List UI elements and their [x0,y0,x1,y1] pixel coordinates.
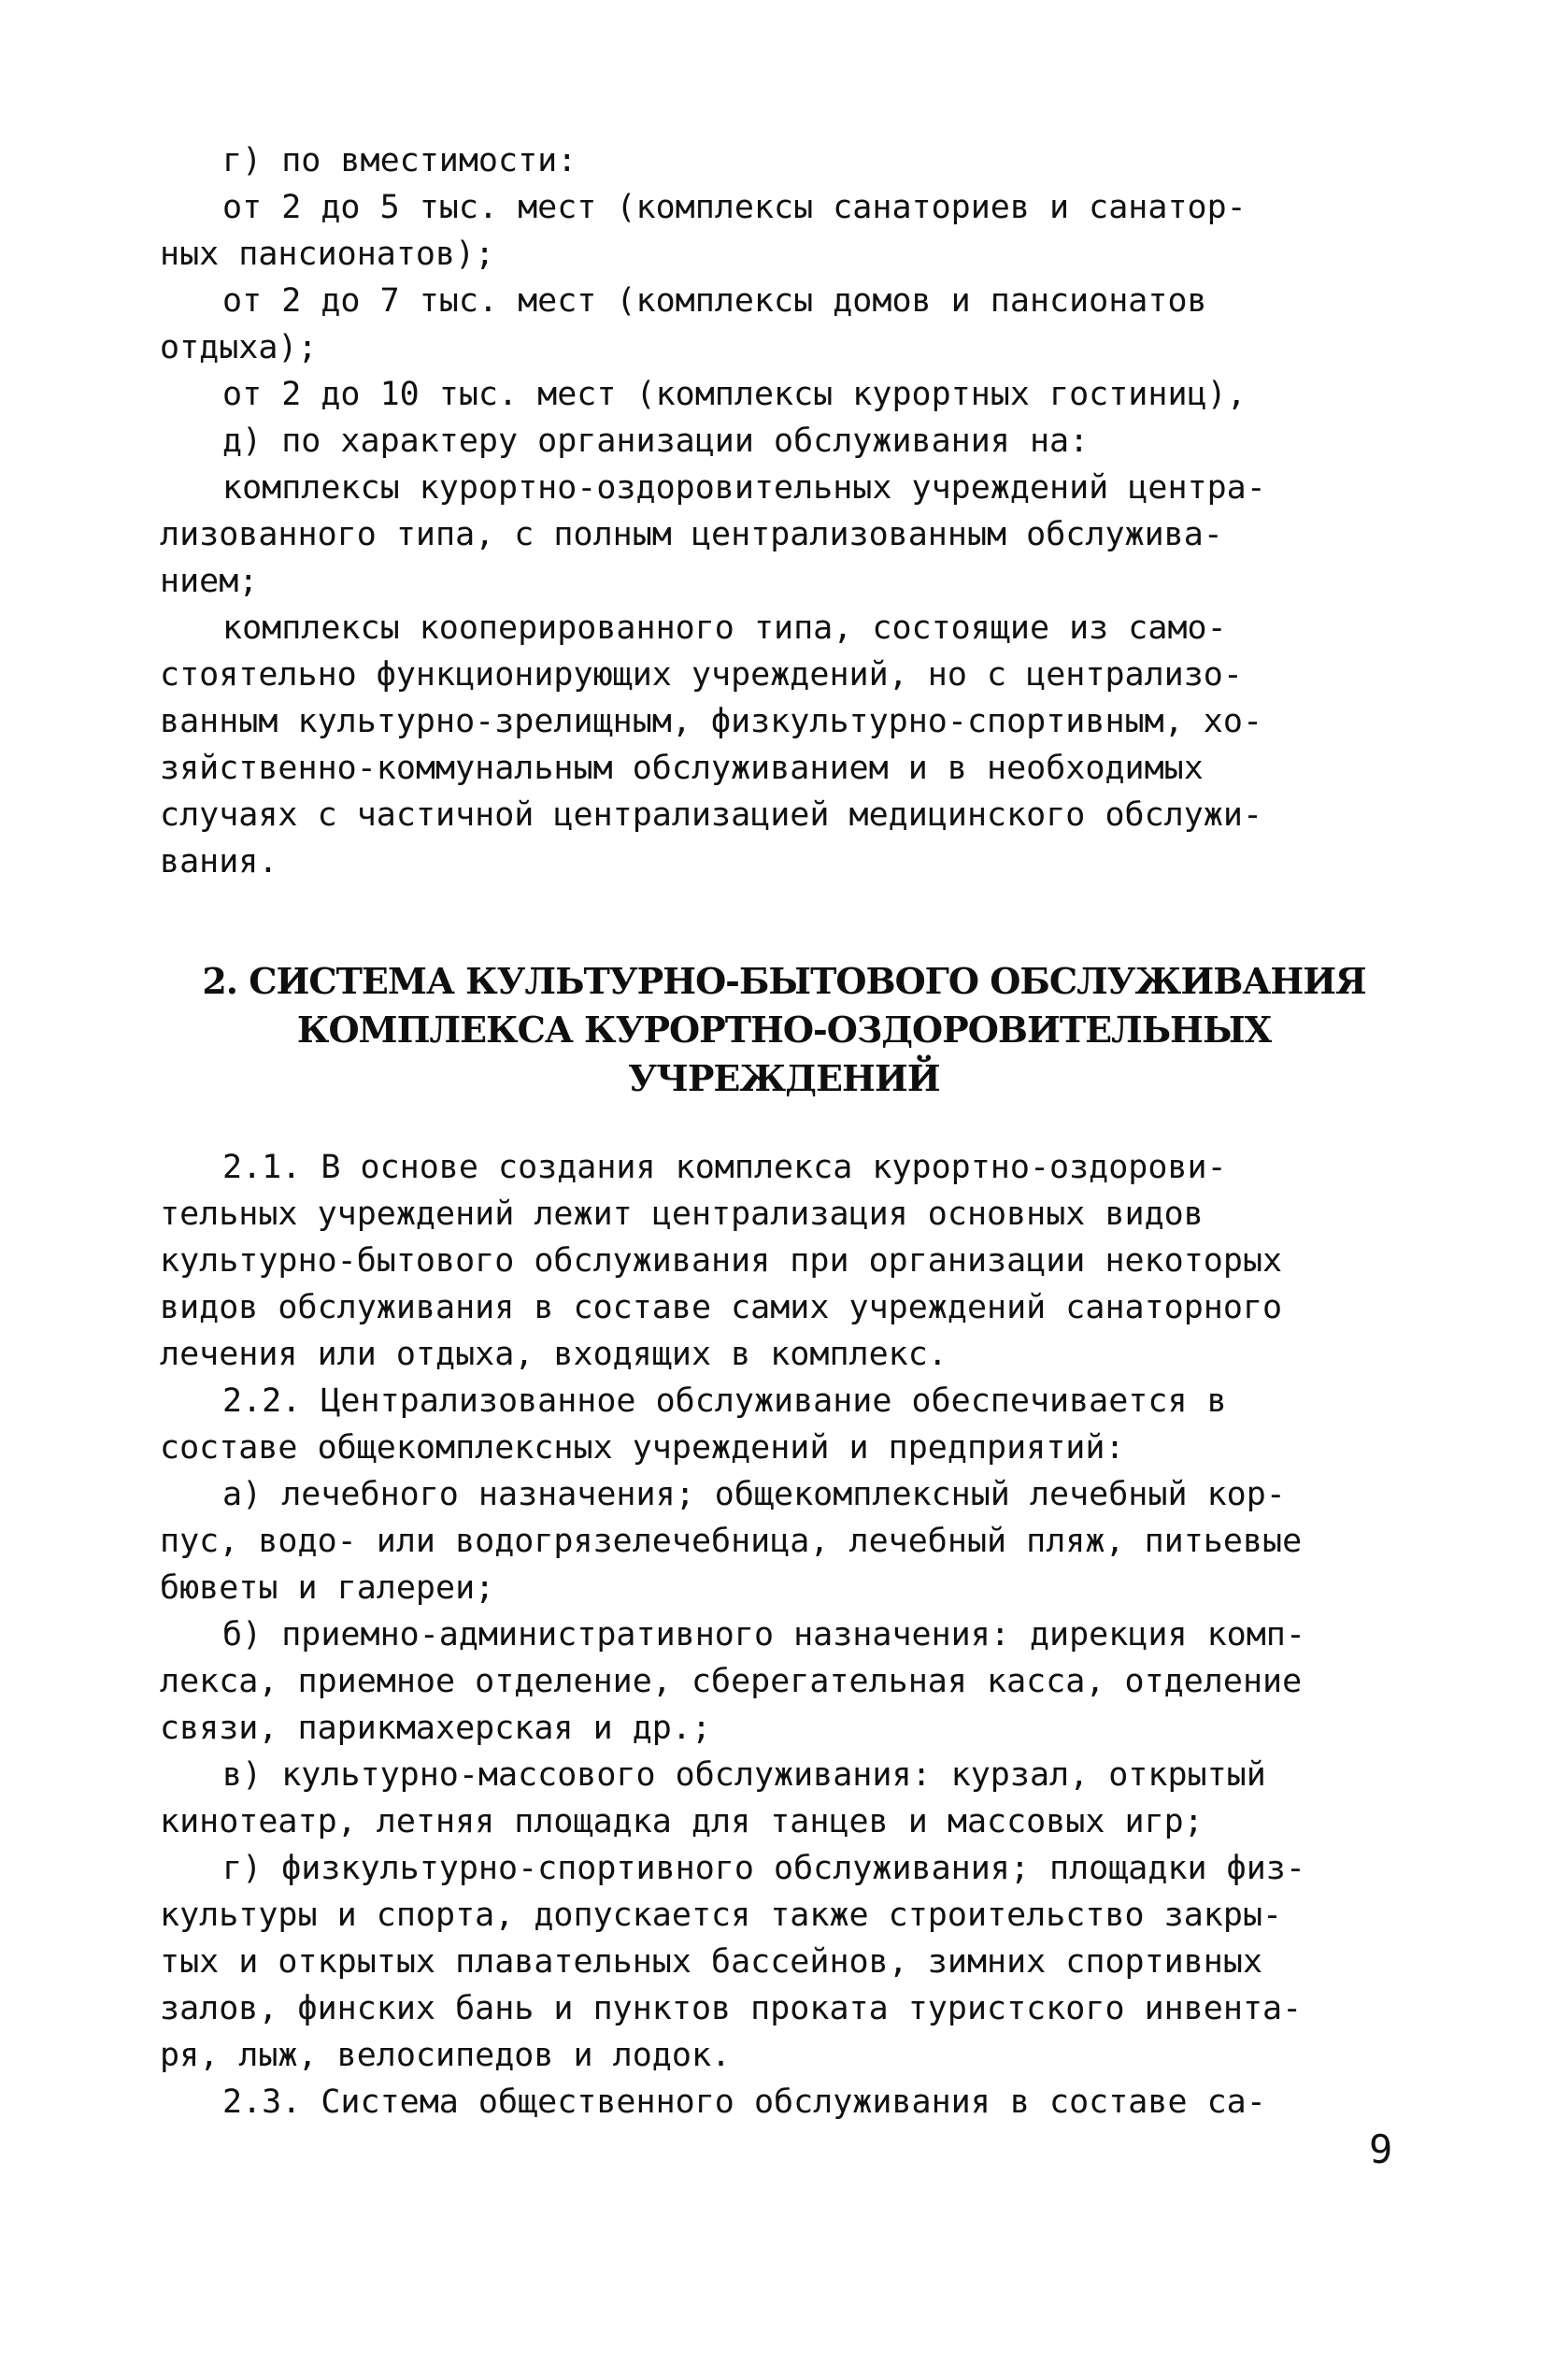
text-line: а) лечебного назначения; общекомплексный лечебный кор- [222,1476,1286,1513]
text-line: ря, лыж, велосипедов и лодок. [160,2037,732,2074]
text-line: видов обслуживания в составе самих учреждений санаторного [160,1289,1283,1326]
text-line: случаях с частичной централизацией медицинского обслужи- [160,796,1263,834]
text-line: ванным культурно-зрелищным, физкультурно-спортивным, хо- [160,703,1263,740]
text-line: лекса, приемное отделение, сберегательная касса, отделение [160,1663,1303,1700]
text-line: 2.1. В основе создания комплекса курортно-оздорови- [222,1149,1227,1186]
section-heading-line: КОМПЛЕКСА КУРОРТНО-ОЗДОРОВИТЕЛЬНЫХ [296,1009,1272,1051]
text-line: вания. [160,843,278,880]
text-line: кинотеатр, летняя площадка для танцев и массовых игр; [160,1803,1204,1840]
section-heading-line: УЧРЕЖДЕНИЙ [628,1057,940,1099]
text-line: связи, парикмахерская и др.; [160,1710,712,1747]
text-line: от 2 до 10 тыс. мест (комплексы курортных гостиниц), [222,376,1247,413]
text-line: комплексы кооперированного типа, состоящие из само- [222,609,1227,647]
text-line: зяйственно-коммунальным обслуживанием и в необходимых [160,750,1204,787]
text-line: культуры и спорта, допускается также строительство закры- [160,1897,1283,1934]
text-line: тых и открытых плавательных бассейнов, зимних спортивных [160,1943,1263,1981]
text-line: 2.3. Система общественного обслуживания в составе са- [222,2083,1266,2121]
text-line: стоятельно функционирующих учреждений, но с централизо- [160,656,1243,694]
text-line: составе общекомплексных учреждений и предприятий: [160,1429,1125,1467]
text-line: г) физкультурно-спортивного обслуживания; площадки физ- [222,1850,1305,1887]
section-heading-line: 2. СИСТЕМА КУЛЬТУРНО-БЫТОВОГО ОБСЛУЖИВАНИЯ [202,960,1366,1002]
text-line: бюветы и галереи; [160,1569,495,1607]
text-line: комплексы курортно-оздоровительных учреждений центра- [222,469,1266,507]
text-line: нием; [160,563,259,600]
page-number: 9 [1369,2126,1393,2172]
text-line: в) культурно-массового обслуживания: курзал, открытый [222,1756,1266,1794]
text-line: отдыха); [160,329,318,366]
text-line: ных пансионатов); [160,236,495,273]
text-line: культурно-бытового обслуживания при организации некоторых [160,1242,1283,1280]
text-line: д) по характеру организации обслуживания на: [222,422,1090,460]
text-line: 2.2. Централизованное обслуживание обеспечивается в [222,1382,1227,1420]
text-line: лизованного типа, с полным централизованным обслужива- [160,516,1223,553]
text-line: тельных учреждений лежит централизация основных видов [160,1195,1204,1233]
text-line: г) по вместимости: [222,142,577,179]
text-line: лечения или отдыха, входящих в комплекс. [160,1336,948,1373]
text-line: от 2 до 7 тыс. мест (комплексы домов и пансионатов [222,282,1207,320]
text-line: от 2 до 5 тыс. мест (комплексы санаториев и санатор- [222,189,1247,226]
text-line: пус, водо- или водогрязелечебница, лечебный пляж, питьевые [160,1523,1303,1560]
text-line: залов, финских бань и пунктов проката туристского инвента- [160,1990,1303,2027]
text-line: б) приемно-административного назначения: дирекция комп- [222,1616,1305,1653]
